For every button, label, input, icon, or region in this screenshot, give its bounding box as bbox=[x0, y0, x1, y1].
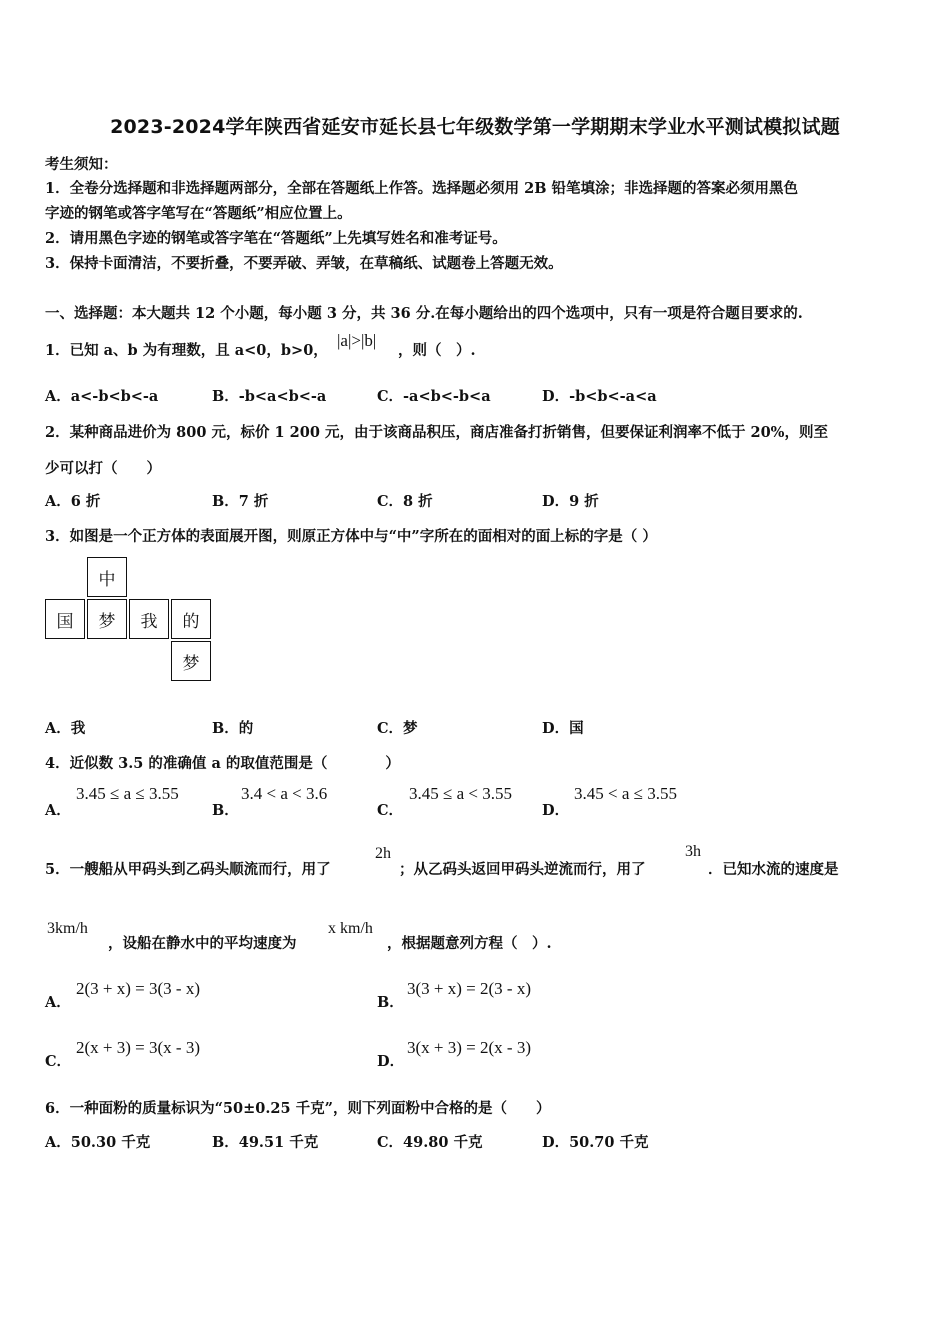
q5-stem-b: ；从乙码头返回甲码头逆流而行，用了 bbox=[399, 861, 646, 878]
q5-option-d-label: D． bbox=[377, 1053, 405, 1070]
q2-stem-a: 2．某种商品进价为 800 元，标价 1 200 元，由于该商品积压，商店准备打折销售，但要保证利润率不低于 20%，则至 bbox=[45, 424, 828, 441]
q5-stem-d: ，设船在静水中的平均速度为 bbox=[108, 935, 297, 952]
q1-stem-a: 1．已知 a、b 为有理数，且 a<0，b>0， bbox=[45, 342, 328, 359]
q4-option-b-label: B． bbox=[212, 802, 239, 819]
q6-option-a: A．50.30 千克 bbox=[45, 1134, 151, 1151]
q5-option-b-expression: 3(3 + x) = 2(3 - x) bbox=[407, 979, 531, 998]
q5-water-speed: 3km/h bbox=[47, 920, 88, 937]
q4-option-d-expression: 3.45 < a ≤ 3.55 bbox=[574, 784, 677, 803]
q5-option-b-label: B． bbox=[377, 994, 404, 1011]
q5-option-a-expression: 2(3 + x) = 3(3 - x) bbox=[76, 979, 200, 998]
q5-option-d-expression: 3(x + 3) = 2(x - 3) bbox=[407, 1038, 531, 1057]
net-cell-bottom: 梦 bbox=[171, 641, 211, 681]
q4-option-c-expression: 3.45 ≤ a < 3.55 bbox=[409, 784, 512, 803]
q1-stem-b: ，则（ ）. bbox=[398, 342, 476, 359]
q5-stem-a: 5．一艘船从甲码头到乙码头顺流而行，用了 bbox=[45, 861, 331, 878]
notice-line-1a: 1．全卷分选择题和非选择题两部分，全部在答题纸上作答。选择题必须用 2B 铅笔填涂；非选择题的答案必须用黑色 bbox=[45, 180, 799, 197]
net-cell-top: 中 bbox=[87, 557, 127, 597]
q3-stem: 3．如图是一个正方体的表面展开图，则原正方体中与“中”字所在的面相对的面上标的字是（ ） bbox=[45, 528, 657, 545]
q4-option-a-label: A． bbox=[45, 802, 71, 819]
q3-option-a: A．我 bbox=[45, 720, 86, 737]
q5-option-c-label: C． bbox=[45, 1053, 72, 1070]
page-title: 2023-2024学年陕西省延安市延长县七年级数学第一学期期末学业水平测试模拟试题 bbox=[110, 116, 840, 138]
q1-option-c: C．-a<b<-b<a bbox=[377, 388, 491, 405]
net-cell-row-2: 梦 bbox=[87, 599, 127, 639]
q5-stem-e: ，根据题意列方程（ ）. bbox=[387, 935, 552, 952]
q2-stem-b: 少可以打（ ） bbox=[45, 460, 161, 477]
q5-stem-c: ．已知水流的速度是 bbox=[708, 861, 839, 878]
q1-abs-expression: |a|>|b| bbox=[337, 331, 377, 350]
q1-option-d: D．-b<b<-a<a bbox=[542, 388, 657, 405]
q2-option-b: B．7 折 bbox=[212, 493, 269, 510]
q5-option-a-label: A． bbox=[45, 994, 71, 1011]
notice-line-3: 3．保持卡面清洁，不要折叠，不要弄破、弄皱，在草稿纸、试题卷上答题无效。 bbox=[45, 255, 563, 272]
net-cell-row-3: 我 bbox=[129, 599, 169, 639]
q4-option-a-expression: 3.45 ≤ a ≤ 3.55 bbox=[76, 784, 179, 803]
notice-line-2: 2．请用黑色字迹的钢笔或答字笔在“答题纸”上先填写姓名和准考证号。 bbox=[45, 230, 507, 247]
q2-option-a: A．6 折 bbox=[45, 493, 101, 510]
q1-option-b: B．-b<a<b<-a bbox=[212, 388, 327, 405]
q4-stem: 4．近似数 3.5 的准确值 a 的取值范围是（ ） bbox=[45, 755, 400, 772]
net-cell-row-1: 国 bbox=[45, 599, 85, 639]
q3-option-d: D．国 bbox=[542, 720, 584, 737]
q6-stem: 6．一种面粉的质量标识为“50±0.25 千克”，则下列面粉中合格的是（ ） bbox=[45, 1100, 551, 1117]
q4-option-c-label: C． bbox=[377, 802, 404, 819]
q3-option-c: C．梦 bbox=[377, 720, 418, 737]
q4-option-d-label: D． bbox=[542, 802, 570, 819]
notice-line-1b: 字迹的钢笔或答字笔写在“答题纸”相应位置上。 bbox=[45, 205, 352, 222]
q5-time-upstream: 3h bbox=[685, 843, 701, 860]
q5-time-downstream: 2h bbox=[375, 845, 391, 862]
q6-option-b: B．49.51 千克 bbox=[212, 1134, 319, 1151]
q5-boat-speed: x km/h bbox=[328, 920, 373, 937]
section-heading: 一、选择题：本大题共 12 个小题，每小题 3 分，共 36 分.在每小题给出的四个选项中，只有一项是符合题目要求的. bbox=[45, 305, 803, 322]
q6-option-d: D．50.70 千克 bbox=[542, 1134, 649, 1151]
q1-option-a: A．a<-b<b<-a bbox=[45, 388, 159, 405]
q5-option-c-expression: 2(x + 3) = 3(x - 3) bbox=[76, 1038, 200, 1057]
q2-option-d: D．9 折 bbox=[542, 493, 599, 510]
q4-option-b-expression: 3.4 < a < 3.6 bbox=[241, 784, 328, 803]
q6-option-c: C．49.80 千克 bbox=[377, 1134, 483, 1151]
notice-heading: 考生须知： bbox=[45, 156, 118, 173]
q3-option-b: B．的 bbox=[212, 720, 254, 737]
net-cell-row-4: 的 bbox=[171, 599, 211, 639]
q2-option-c: C．8 折 bbox=[377, 493, 433, 510]
